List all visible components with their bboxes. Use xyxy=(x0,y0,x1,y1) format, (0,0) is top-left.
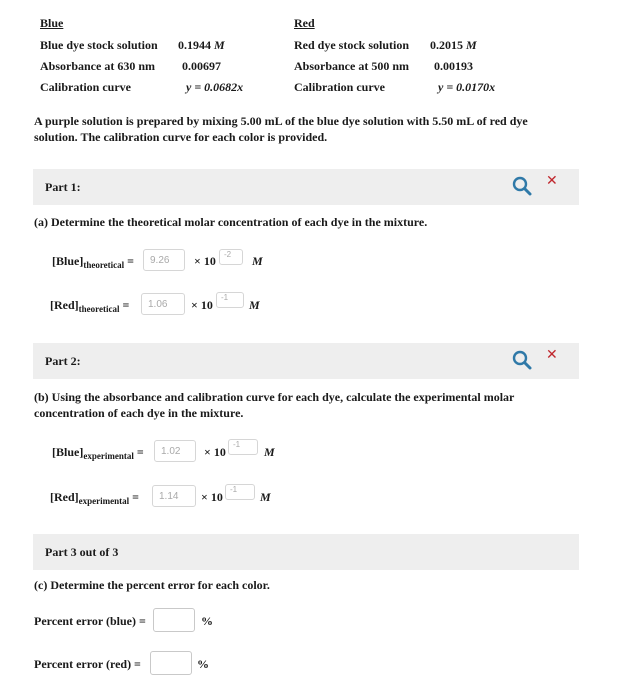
search-icon[interactable] xyxy=(511,349,533,371)
blue-header: Blue xyxy=(40,16,64,30)
unit-m: M xyxy=(252,254,263,268)
close-icon[interactable]: ✕ xyxy=(546,173,558,189)
blue-experimental-input[interactable]: 1.02 xyxy=(154,440,196,462)
red-theoretical-input[interactable]: 1.06 xyxy=(141,293,185,315)
times-ten: × 10 xyxy=(194,254,216,268)
blue-row-curve-label: Calibration curve xyxy=(40,80,131,94)
blue-theoretical-input[interactable]: 9.26 xyxy=(143,249,185,271)
blue-experimental-exponent[interactable]: -1 xyxy=(228,439,258,455)
red-row-curve-label: Calibration curve xyxy=(294,80,385,94)
times-ten: × 10 xyxy=(204,445,226,459)
blue-row-absorbance-value: 0.00697 xyxy=(182,59,221,73)
percent-error-blue-label: Percent error (blue) = xyxy=(34,614,146,628)
blue-theoretical-exponent[interactable]: -2 xyxy=(219,249,243,265)
part3-question: (c) Determine the percent error for each color. xyxy=(34,578,270,592)
part1-question: (a) Determine the theoretical molar concentration of each dye in the mixture. xyxy=(34,215,428,229)
unit-m: M xyxy=(264,445,275,459)
blue-theoretical-label: $[Blue]_{theoretical}$ = xyxy=(52,254,135,270)
blue-row-stock-value: 0.1944 M xyxy=(178,38,225,52)
blue-row-curve-value: y = 0.0682x xyxy=(186,80,244,94)
part3-header-bar xyxy=(33,534,579,570)
blue-experimental-label: $[Blue]_{experimental}$ = xyxy=(52,445,144,461)
part2-question-line2: concentration of each dye in the mixture. xyxy=(34,406,244,420)
red-row-stock-value: 0.2015 M xyxy=(430,38,477,52)
red-header: Red xyxy=(294,16,315,30)
red-experimental-input[interactable]: 1.14 xyxy=(152,485,196,507)
close-icon[interactable]: ✕ xyxy=(546,347,558,363)
unit-m: M xyxy=(249,298,260,312)
red-row-curve-value: y = 0.0170x xyxy=(438,80,496,94)
search-icon[interactable] xyxy=(511,175,533,197)
percent-sign: % xyxy=(201,614,213,628)
red-experimental-exponent[interactable]: -1 xyxy=(225,484,255,500)
intro-text: A purple solution is prepared by mixing 5.00 mL of the blue dye solution with 5.50 mL of red dye solution. The calibration curve for each color is provided. xyxy=(34,114,528,144)
red-row-stock-label: Red dye stock solution xyxy=(294,38,410,52)
red-row-absorbance-label: Absorbance at 500 nm xyxy=(294,59,410,73)
part2-title: Part 2: xyxy=(45,354,81,368)
times-ten: × 10 xyxy=(201,490,223,504)
part1-title: Part 1: xyxy=(45,180,81,194)
blue-row-stock-label: Blue dye stock solution xyxy=(40,38,158,52)
red-theoretical-exponent[interactable]: -1 xyxy=(216,292,244,308)
times-ten: × 10 xyxy=(191,298,213,312)
part2-header-bar xyxy=(33,343,579,379)
unit-m: M xyxy=(260,490,271,504)
red-theoretical-label: $[Red]_{theoretical}$ = xyxy=(50,298,130,314)
percent-error-blue-input[interactable] xyxy=(153,608,195,632)
percent-error-red-input[interactable] xyxy=(150,651,192,675)
red-experimental-label: $[Red]_{experimental}$ = xyxy=(50,490,139,506)
blue-row-absorbance-label: Absorbance at 630 nm xyxy=(40,59,156,73)
part1-header-bar xyxy=(33,169,579,205)
percent-error-red-label: Percent error (red) = xyxy=(34,657,141,671)
red-row-absorbance-value: 0.00193 xyxy=(434,59,473,73)
part3-title: Part 3 out of 3 xyxy=(45,545,119,559)
percent-sign: % xyxy=(197,657,209,671)
part2-question-line1: (b) Using the absorbance and calibration curve for each dye, calculate the experimental molar xyxy=(34,390,515,404)
